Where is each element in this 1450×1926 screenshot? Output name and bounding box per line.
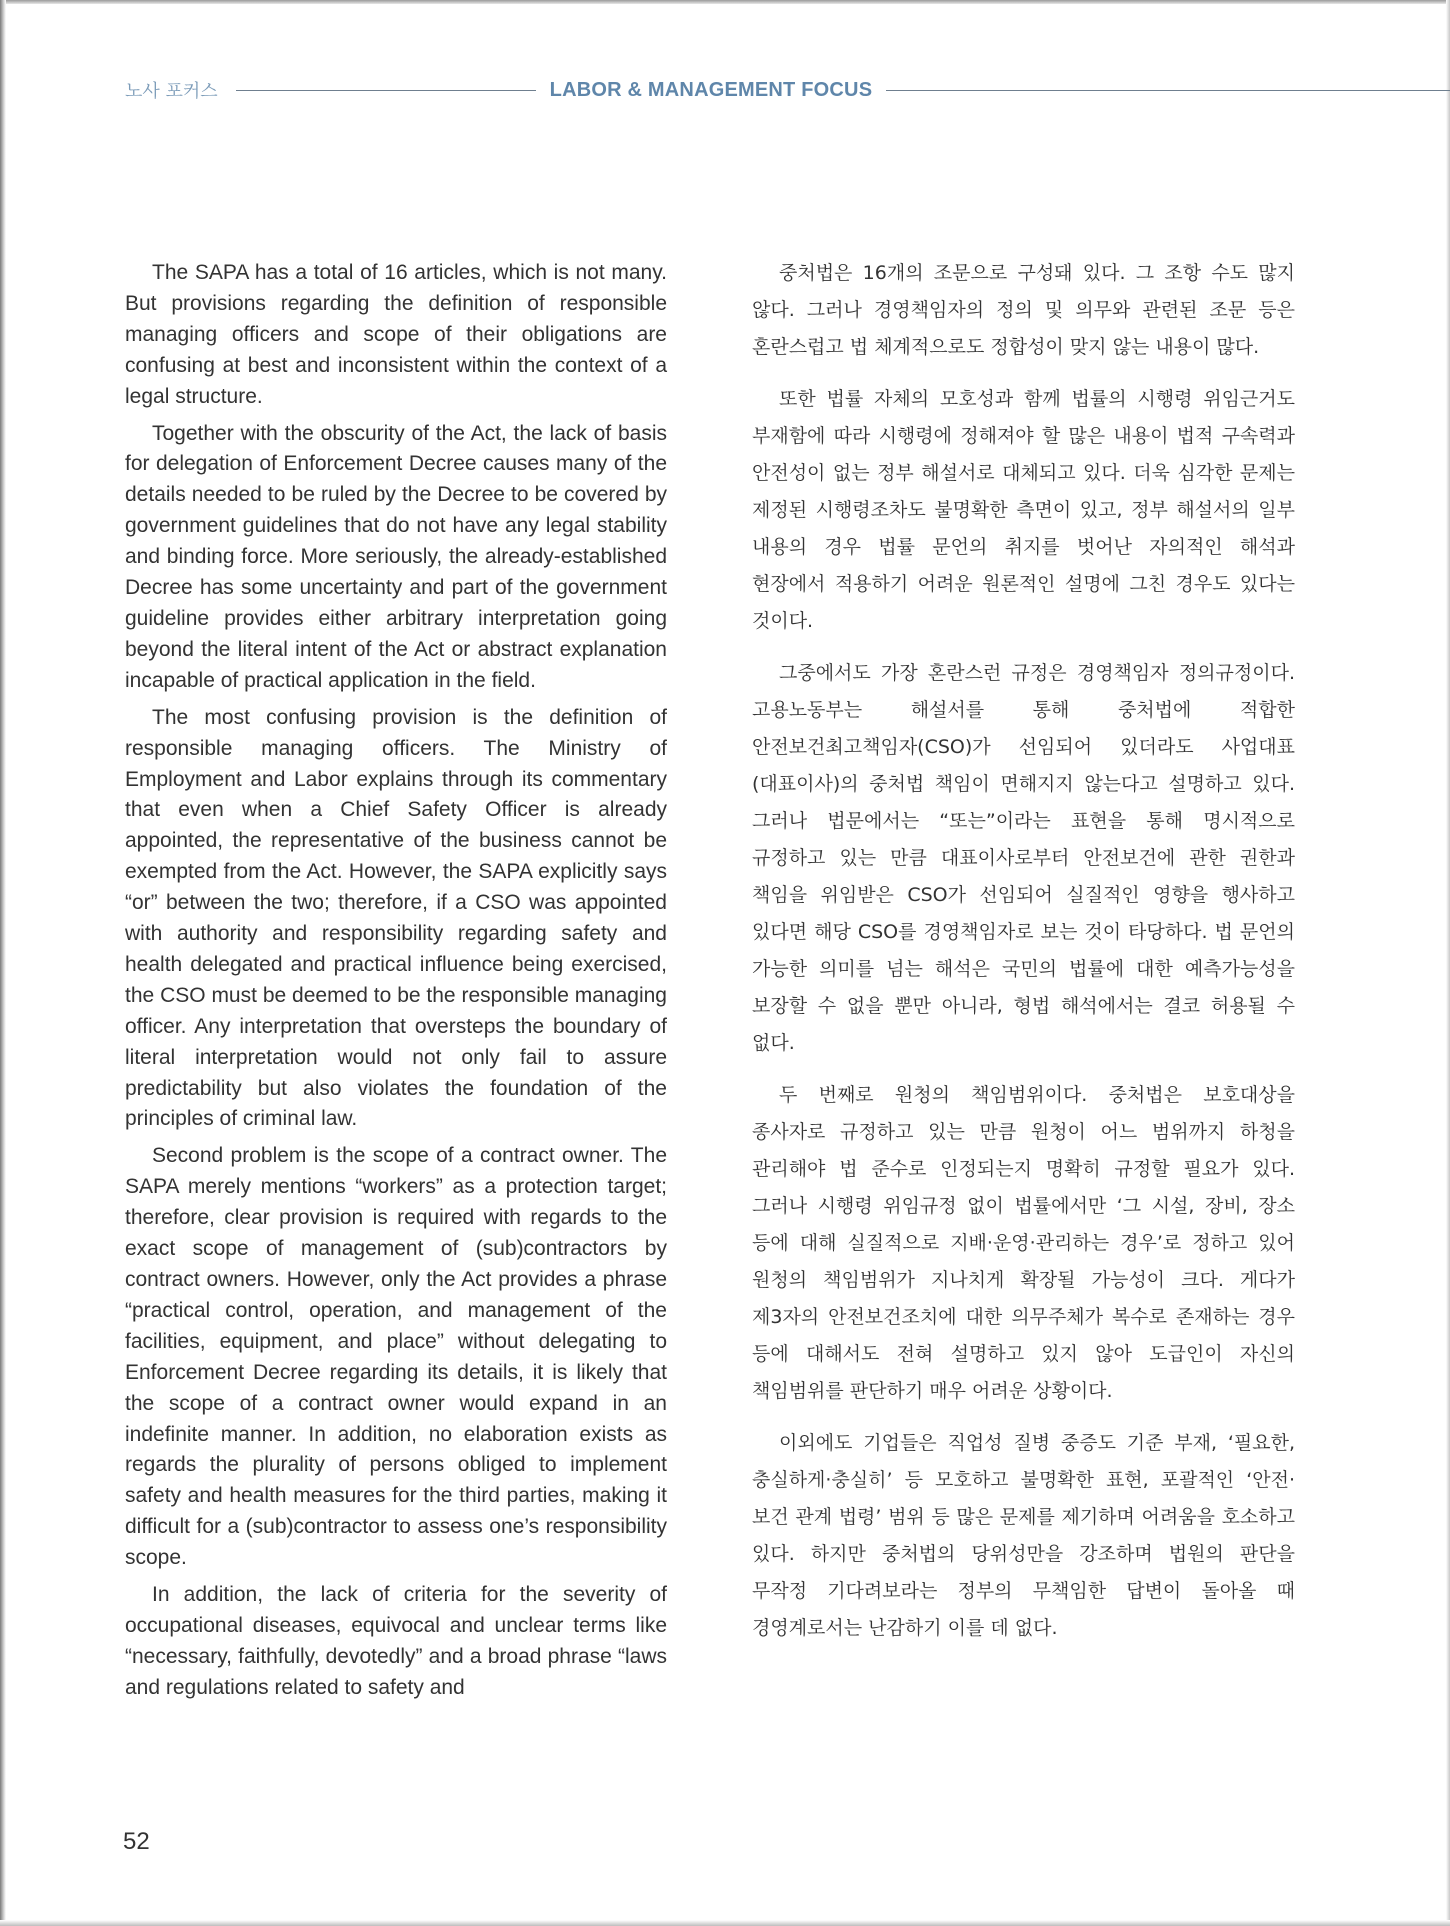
korean-paragraph: 그중에서도 가장 혼란스런 규정은 경영책임자 정의규정이다. 고용노동부는 해설서를 통해 중처법에 적합한 안전보건최고책임자(CSO)가 선임되어 있더라도 사업대표(대표이사)의 중처법 책임이 면해지지 않는다고 설명하고 있다. 그러나 법문에서는 “또는”이라는 표현을 통해 명시적으로 규정하고 있는 만큼 대표이사로부터 안전보건에 관한 권한과 책임을 위임받은 CSO가 선임되어 실질적인 영향을 행사하고 있다면 해당 CSO를 경영책임자로 보는 것이 타당하다. 법 문언의 가능한 의미를 넘는 해석은 국민의 법률에 대한 예측가능성을 보장할 수 없을 뿐만 아니라, 형법 해석에서는 결코 허용될 수 없다. xyxy=(752,662,1295,1054)
korean-paragraph: 두 번째로 원청의 책임범위이다. 중처법은 보호대상을 종사자로 규정하고 있는 만큼 원청이 어느 범위까지 하청을 관리해야 법 준수로 인정되는지 명확히 규정할 필요가 있다. 그러나 시행령 위임규정 없이 법률에서만 ‘그 시설, 장비, 장소 등에 대해 실질적으로 지배·운영·관리하는 경우’로 정하고 있어 원청의 책임범위가 지나치게 확장될 가능성이 크다. 게다가 제3자의 안전보건조치에 대한 의무주체가 복수로 존재하는 경우 등에 대해서도 전혀 설명하고 있지 않아 도급인이 자신의 책임범위를 판단하기 매우 어려운 상황이다. xyxy=(752,1084,1295,1402)
korean-paragraph: 또한 법률 자체의 모호성과 함께 법률의 시행령 위임근거도 부재함에 따라 시행령에 정해져야 할 많은 내용이 법적 구속력과 안전성이 없는 정부 해설서로 대체되고 있다. 더욱 심각한 문제는 제정된 시행령조차도 불명확한 측면이 있고, 정부 해설서의 일부 내용의 경우 법률 문언의 취지를 벗어난 자의적인 해석과 현장에서 적용하기 어려운 원론적인 설명에 그친 경우도 있다는 것이다. xyxy=(752,388,1295,632)
english-paragraph: In addition, the lack of criteria for the severity of occupational diseases, equivocal and unclear terms like “necessary, faithfully, devotedly” and a broad phrase “laws and regulations related to safety and xyxy=(125,1583,667,1699)
page-edge-shadow-left xyxy=(0,0,6,1926)
english-paragraph: Together with the obscurity of the Act, the lack of basis for delegation of Enforcement Decree causes many of the details needed to be ruled by the Decree to be covered by government guidelines that do not have any legal stability and binding force. More seriously, the already-established Decree has some uncertainty and part of the government guideline provides either arbitrary interpretation going beyond the literal intent of the Act or abstract explanation incapable of practical application in the field. xyxy=(125,421,667,692)
running-header xyxy=(125,78,1450,102)
english-paragraph: Second problem is the scope of a contract owner. The SAPA merely mentions “workers” as a protection target; therefore, clear provision is required with regards to the exact scope of management of (sub)contractors by contract owners. However, only the Act provides a phrase “practical control, operation, and management of the facilities, equipment, and place” without delegating to Enforcement Decree regarding its details, it is likely that the scope of a contract owner would expand in an indefinite manner. In addition, no elaboration exists as regards the plurality of persons obliged to implement safety and health measures for the third parties, making it difficult for a (sub)contractor to assess one’s responsibility scope. xyxy=(125,1144,667,1570)
korean-column xyxy=(752,255,1295,1662)
section-title-korean: 노사 포커스 xyxy=(125,81,218,102)
page-edge-shadow-top xyxy=(0,0,1450,4)
header-divider-left xyxy=(236,90,536,91)
korean-paragraph: 이외에도 기업들은 직업성 질병 중증도 기준 부재, ‘필요한, 충실하게·충실히’ 등 모호하고 불명확한 표현, 포괄적인 ‘안전·보건 관계 법령’ 범위 등 많은 문제를 제기하며 어려움을 호소하고 있다. 하지만 중처법의 당위성만을 강조하며 법원의 판단을 무작정 기다려보라는 정부의 무책임한 답변이 돌아올 때 경영계로서는 난감하기 이를 데 없다. xyxy=(752,1432,1295,1639)
section-title-english: LABOR & MANAGEMENT FOCUS xyxy=(549,78,873,101)
english-paragraph: The most confusing provision is the definition of responsible managing officers. The Ministry of Employment and Labor explains through its commentary that even when a Chief Safety Officer is already appointed, the representative of the business cannot be exempted from the Act. However, the SAPA explicitly says “or” between the two; therefore, if a CSO was appointed with authority and responsibility regarding safety and health delegated and practical influence being exercised, the CSO must be deemed to be the responsible managing officer. Any interpretation that oversteps the boundary of literal interpretation would not only fail to assure predictability but also violates the foundation of the principles of criminal law. xyxy=(125,705,667,1131)
korean-paragraph: 중처법은 16개의 조문으로 구성돼 있다. 그 조항 수도 많지 않다. 그러나 경영책임자의 정의 및 의무와 관련된 조문 등은 혼란스럽고 법 체계적으로도 정합성이 맞지 않는 내용이 많다. xyxy=(752,262,1295,358)
english-column xyxy=(125,258,667,1710)
page-number: 52 xyxy=(123,1828,150,1855)
header-divider-right xyxy=(886,90,1450,91)
page-edge-shadow-right xyxy=(1446,0,1450,1926)
english-paragraph: The SAPA has a total of 16 articles, which is not many. But provisions regarding the definition of responsible managing officers and scope of their obligations are confusing at best and inconsistent within the context of a legal structure. xyxy=(125,261,667,408)
page-edge-shadow-bottom xyxy=(0,1920,1450,1926)
